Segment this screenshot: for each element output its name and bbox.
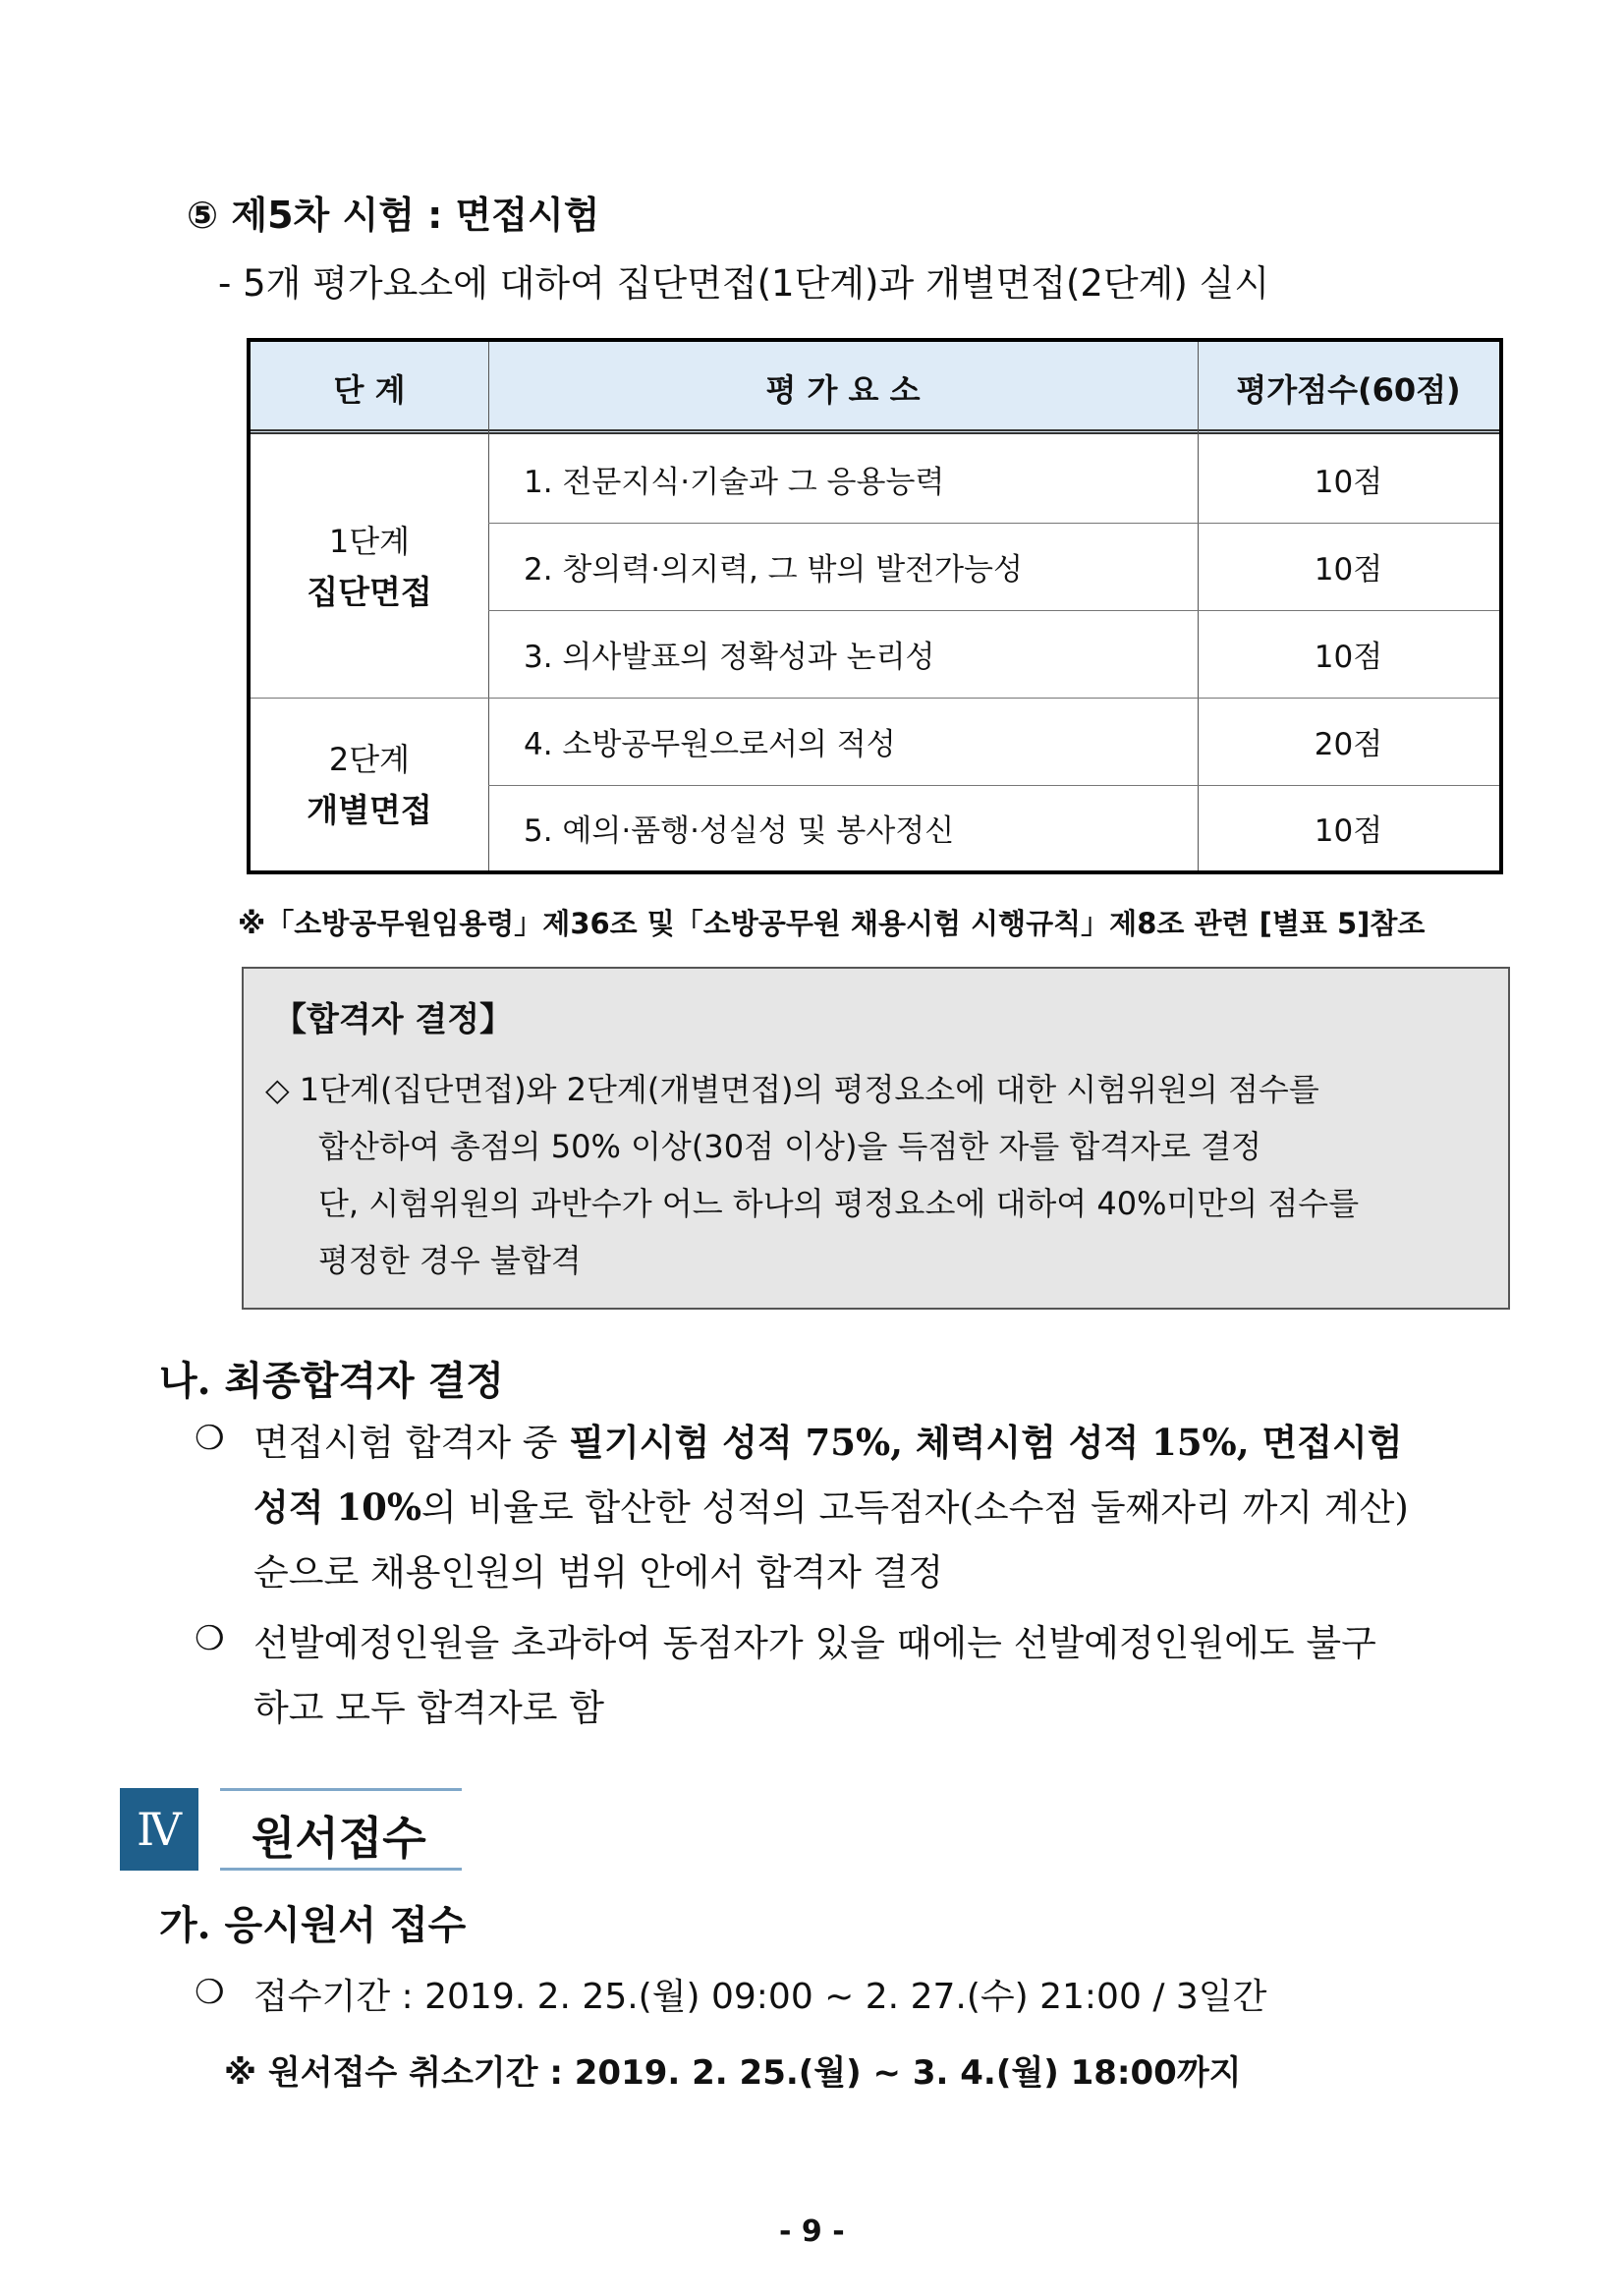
final-pass-text: 면접시험 합격자 중	[253, 1422, 570, 1464]
table-row-item: 5. 예의·품행·성실성 및 봉사정신	[524, 813, 955, 849]
reference-note: ※「소방공무원임용령」제36조 및「소방공무원 채용시험 시행규칙」제8조 관련 [별표 5]참조	[238, 907, 1426, 940]
page-number: - 9 -	[779, 2214, 845, 2249]
stage-1-type: 집단면접	[307, 572, 432, 611]
pass-box-line: 합산하여 총점의 50% 이상(30점 이상)을 득점한 자를 합격자로 결정	[318, 1128, 1262, 1165]
section5-subtitle: - 5개 평가요소에 대하여 집단면접(1단계)과 개별면접(2단계) 실시	[218, 262, 1270, 305]
final-pass-text: 의 비율로 합산한 성적의 고득점자(소수점 둘째자리 까지 계산)	[421, 1486, 1409, 1529]
section5-heading: ⑤ 제5차 시험 : 면접시험	[187, 194, 600, 237]
table-row-score: 10점	[1314, 813, 1383, 849]
stage-2-type: 개별면접	[307, 790, 432, 829]
table-row-item: 3. 의사발표의 정확성과 논리성	[524, 640, 935, 675]
stage-2-cell	[251, 699, 488, 870]
tie-rule-line-1: 선발예정인원을 초과하여 동점자가 있을 때에는 선발예정인원에도 불구	[253, 1622, 1376, 1664]
stage-1-label: 1단계	[328, 522, 411, 560]
final-pass-weight-interview: 성적 10%	[253, 1485, 422, 1529]
application-period: 접수기간 : 2019. 2. 25.(월) 09:00 ~ 2. 27.(수) 21:00 / 3일간	[253, 1977, 1267, 2017]
table-row-score: 20점	[1314, 727, 1383, 762]
pass-decision-box	[242, 967, 1510, 1310]
header-score: 평가점수(60점)	[1236, 371, 1461, 409]
tie-rule-line-2: 하고 모두 합격자로 함	[253, 1687, 604, 1729]
stage-1-cell	[251, 435, 488, 698]
final-pass-line-2	[253, 1478, 1409, 1531]
header-element: 평 가 요 소	[765, 371, 921, 409]
header-stage: 단 계	[333, 371, 406, 409]
pass-box-line: 단, 시험위원의 과반수가 어느 하나의 평정요소에 대하여 40%미만의 점수를	[318, 1185, 1360, 1222]
table-row-item: 2. 창의력·의지력, 그 밖의 발전가능성	[524, 552, 1023, 588]
bullet-circle: ❍	[195, 1973, 225, 2012]
bullet-circle: ❍	[195, 1619, 225, 1658]
chapter-title: 원서접수	[252, 1812, 426, 1865]
table-row-score: 10점	[1314, 640, 1383, 675]
pass-box-title: 【합격자 결정】	[273, 1000, 514, 1039]
table-row-score: 10점	[1314, 465, 1383, 500]
pass-box-line: 평정한 경우 불합격	[318, 1242, 582, 1279]
table-row-item: 4. 소방공무원으로서의 적성	[524, 727, 896, 762]
final-pass-line-1	[253, 1413, 1402, 1466]
stage-2-label: 2단계	[328, 740, 411, 778]
table-row-score: 10점	[1314, 552, 1383, 588]
table-row-item: 1. 전문지식·기술과 그 응용능력	[524, 465, 945, 500]
section-na-heading: 나. 최종합격자 결정	[159, 1358, 504, 1404]
evaluation-table	[247, 338, 1503, 874]
section-ga-heading: 가. 응시원서 접수	[159, 1902, 467, 1948]
bullet-circle: ❍	[195, 1419, 225, 1458]
cancellation-period: ※ 원서접수 취소기간 : 2019. 2. 25.(월) ~ 3. 4.(월) 18:00까지	[224, 2053, 1242, 2093]
final-pass-weights: 필기시험 성적 75%, 체력시험 성적 15%, 면접시험	[569, 1421, 1403, 1464]
chapter-title-box	[220, 1788, 462, 1871]
chapter-number-badge: Ⅳ	[120, 1788, 198, 1871]
final-pass-line-3: 순으로 채용인원의 범위 안에서 합격자 결정	[253, 1551, 944, 1594]
pass-box-line: ◇ 1단계(집단면접)와 2단계(개별면접)의 평정요소에 대한 시험위원의 점수를	[265, 1071, 1319, 1108]
